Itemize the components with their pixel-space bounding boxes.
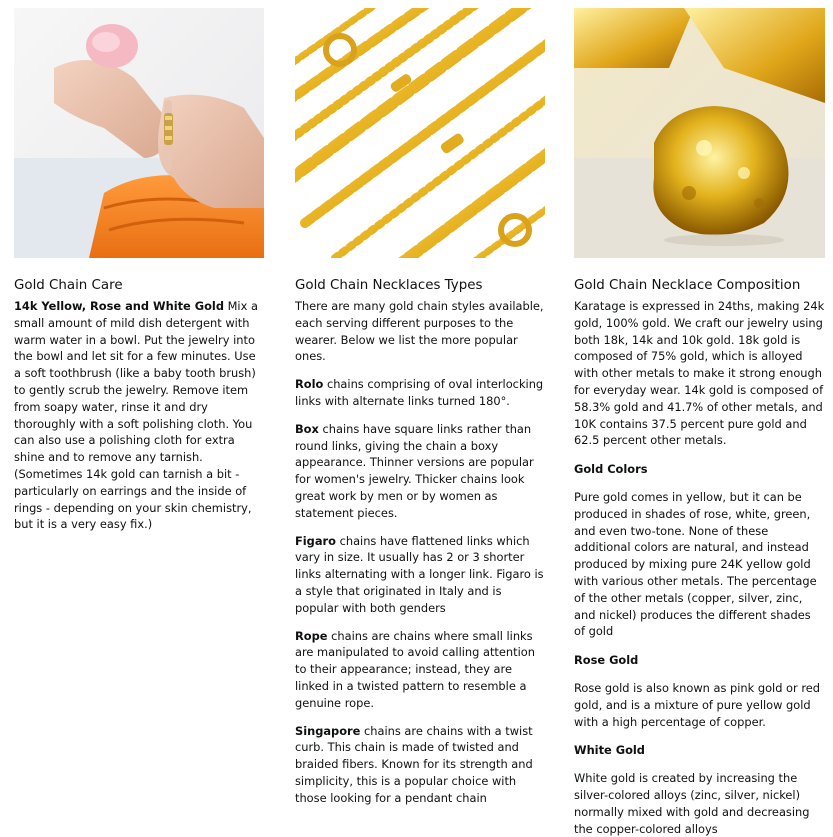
rope-name: Rope xyxy=(295,628,328,643)
rolo-name: Rolo xyxy=(295,377,324,392)
singapore-item xyxy=(295,723,545,807)
figaro-text: chains have flattened links which vary in size. It usually has 2 or 3 shorter links alternating with a longer link. Figaro is a style that originated in Italy and is popular with both genders xyxy=(295,533,544,615)
gold-colors-text: Pure gold comes in yellow, but it can be produced in shades of rose, white, green, and even two-tone. None of these additional colors are natural, and instead produced by mixing pure 24K yellow gold with various other metals. The percentage of the other metals (copper, silver, zinc, and nickel) produces the different shades of gold xyxy=(574,489,817,639)
box-text: chains have square links rather than round links, giving the chain a boxy appearance. Thinner versions are popular for women's jewelry. Thicker chains look great work by men or by women as statement pieces. xyxy=(295,421,534,520)
types-column xyxy=(295,8,545,807)
figaro-item xyxy=(295,533,545,617)
gold-colors-heading: Gold Colors xyxy=(574,462,648,477)
types-title: Gold Chain Necklaces Types xyxy=(295,278,483,293)
care-paragraph xyxy=(14,298,264,533)
care-lead-bold: 14k Yellow, Rose and White Gold xyxy=(14,299,224,313)
white-gold-heading: White Gold xyxy=(574,743,645,758)
types-intro: There are many gold chain styles available, each serving different purposes to the wearer. Below we list the more popular ones. xyxy=(295,299,544,364)
rope-item xyxy=(295,628,545,712)
rolo-item xyxy=(295,376,545,410)
rolo-text: chains comprising of oval interlocking links with alternate links turned 180°. xyxy=(295,377,544,408)
figaro-name: Figaro xyxy=(295,533,336,548)
care-lead-text: Mix a small amount of mild dish detergent with warm water in a bowl. Put the jewelry into the bowl and let sit for a few minutes. Use a soft toothbrush (like a baby tooth brush) to gently scrub the jewelry. Remove item from soapy water, rinse it and dry thoroughly with a soft polishing cloth. You can also use a polishing cloth for extra shine and to remove any tarnish. (Sometimes 14k gold can tarnish a bit - particularly on earrings and the inside of rings - depending on your skin chemistry, but it is a very easy fix.) xyxy=(14,299,258,532)
white-gold-text: White gold is created by increasing the silver-colored alloys (zinc, silver, nickel) normally mixed with gold and decreasing the copper-colored alloys xyxy=(574,771,810,836)
singapore-text: chains are chains with a twist curb. This chain is made of twisted and braided fibers. Known for its strength and simplicity, this is a popular choice with those looking for a pendant chain xyxy=(295,723,533,805)
rose-gold-text: Rose gold is also known as pink gold or red gold, and is a mixture of pure yellow gold with a high percentage of copper. xyxy=(574,680,821,729)
composition-column xyxy=(574,8,825,837)
gold-chains-image xyxy=(295,8,545,258)
gold-nugget-image xyxy=(574,8,825,258)
singapore-name: Singapore xyxy=(295,723,361,738)
rope-text: chains are chains where small links are manipulated to avoid calling attention to their appearance; instead, they are linked in a twisted pattern to resemble a genuine rope. xyxy=(295,628,535,710)
composition-intro: Karatage is expressed in 24ths, making 24k gold, 100% gold. We craft our jewelry using both 18k, 14k and 10k gold. 18k gold is composed of 75% gold, which is alloyed with other metals to make it strong enough for everyday wear. 14k gold is composed of 58.3% gold and 41.7% of other metals, and 10K contains 37.5 percent pure gold and 62.5 percent other metals. xyxy=(574,299,825,448)
box-name: Box xyxy=(295,421,319,436)
care-column xyxy=(14,8,264,533)
composition-title: Gold Chain Necklace Composition xyxy=(574,278,801,293)
cleaning-ring-image xyxy=(14,8,264,258)
box-item xyxy=(295,421,545,522)
rose-gold-heading: Rose Gold xyxy=(574,653,639,668)
care-title: Gold Chain Care xyxy=(14,278,123,293)
